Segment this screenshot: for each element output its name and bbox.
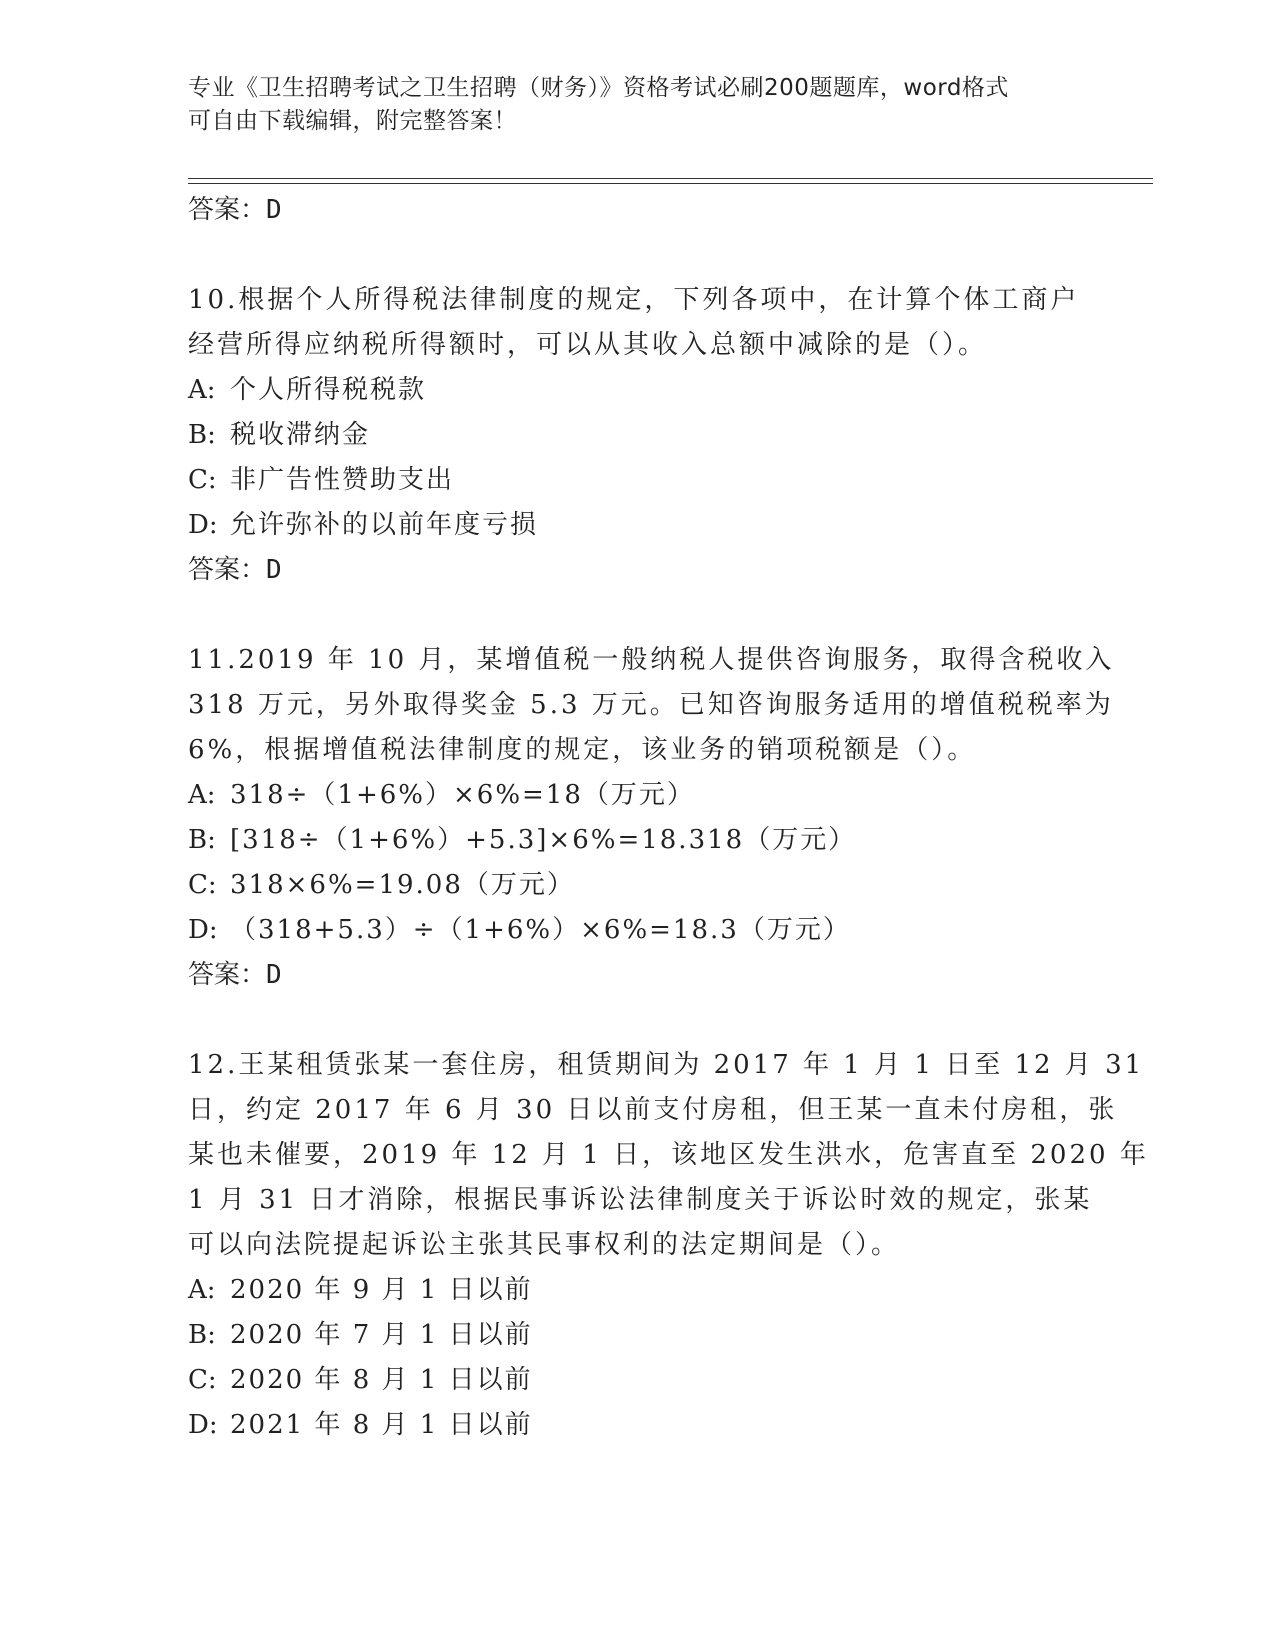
- option-text: [318÷（1+6%）+5.3]×6%=18.318（万元）: [230, 825, 857, 855]
- option-letter: C:: [188, 1365, 217, 1395]
- option-a: [188, 773, 1088, 818]
- question-11: [188, 638, 1115, 998]
- question-10: [188, 278, 1088, 593]
- option-a: [188, 1268, 1088, 1313]
- answer-label: 答案：: [188, 195, 267, 225]
- answer-line: [188, 188, 1088, 233]
- option-text: 318×6%=19.08（万元）: [230, 870, 575, 900]
- answer-label: 答案：: [188, 555, 267, 585]
- answer-value: D: [266, 960, 282, 990]
- option-text: 税收滞纳金: [230, 420, 371, 450]
- stem-line: 12.王某租赁张某一套住房，租赁期间为 2017 年 1 月 1 日至 12 月 31: [188, 1050, 1145, 1080]
- option-letter: A:: [188, 375, 216, 405]
- option-c: [188, 863, 1088, 908]
- question-gap: [188, 233, 1088, 278]
- stem-line: 1 月 31 日才消除，根据民事诉讼法律制度关于诉讼时效的规定，张某: [188, 1185, 1093, 1215]
- option-b: [188, 413, 1088, 458]
- header-divider-top: [188, 178, 1153, 179]
- stem-line: 可以向法院提起诉讼主张其民事权利的法定期间是（）。: [188, 1230, 901, 1260]
- stem-line: 日，约定 2017 年 6 月 30 日以前支付房租，但王某一直未付房租，张: [188, 1095, 1118, 1125]
- question-stem: [188, 278, 1088, 368]
- option-text: 2020 年 8 月 1 日以前: [230, 1365, 533, 1395]
- option-letter: C:: [188, 870, 217, 900]
- answer-line: [188, 548, 1088, 593]
- stem-line: 经营所得应纳税所得额时，可以从其收入总额中减除的是（）。: [188, 330, 988, 360]
- option-letter: B:: [188, 1320, 216, 1350]
- option-text: 2020 年 7 月 1 日以前: [230, 1320, 533, 1350]
- option-letter: A:: [188, 780, 216, 810]
- answer-label: 答案：: [188, 960, 267, 990]
- option-letter: A:: [188, 1275, 216, 1305]
- answer-value: D: [266, 195, 282, 225]
- answer-value: D: [266, 555, 282, 585]
- question-stem: [188, 638, 1115, 773]
- header-divider-bottom: [188, 183, 1153, 184]
- answer-line: [188, 953, 1088, 998]
- stem-line: 11.2019 年 10 月，某增值税一般纳税人提供咨询服务，取得含税收入: [188, 645, 1115, 675]
- stem-line: 10.根据个人所得税法律制度的规定，下列各项中，在计算个体工商户: [188, 285, 1080, 315]
- header-line-2: 可自由下载编辑，附完整答案！: [188, 108, 517, 134]
- option-text: 318÷（1+6%）×6%=18（万元）: [230, 780, 695, 810]
- option-d: [188, 503, 1088, 548]
- question-gap: [188, 998, 1088, 1043]
- option-c: [188, 1358, 1088, 1403]
- option-letter: C:: [188, 465, 217, 495]
- option-a: [188, 368, 1088, 413]
- question-stem: [188, 1043, 1149, 1268]
- option-letter: D:: [188, 510, 218, 540]
- option-letter: B:: [188, 420, 216, 450]
- question-gap: [188, 593, 1088, 638]
- option-b: [188, 1313, 1088, 1358]
- option-d: [188, 908, 1088, 953]
- stem-line: 某也未催要，2019 年 12 月 1 日，该地区发生洪水，危害直至 2020 年: [188, 1140, 1149, 1170]
- option-d: [188, 1403, 1088, 1448]
- question-list: [188, 188, 1149, 1448]
- option-c: [188, 458, 1088, 503]
- option-text: 2021 年 8 月 1 日以前: [230, 1410, 533, 1440]
- question-12: [188, 1043, 1149, 1448]
- option-text: （318+5.3）÷（1+6%）×6%=18.3（万元）: [230, 915, 851, 945]
- option-text: 2020 年 9 月 1 日以前: [230, 1275, 533, 1305]
- option-b: [188, 818, 1088, 863]
- stem-line: 318 万元，另外取得奖金 5.3 万元。已知咨询服务适用的增值税税率为: [188, 690, 1114, 720]
- option-text: 允许弥补的以前年度亏损: [230, 510, 539, 540]
- stem-line: 6%，根据增值税法律制度的规定，该业务的销项税额是（）。: [188, 735, 977, 765]
- option-text: 个人所得税税款: [230, 375, 427, 405]
- option-letter: D:: [188, 915, 218, 945]
- document-header: [188, 72, 1088, 138]
- header-line-1: 专业《卫生招聘考试之卫生招聘（财务）》资格考试必刷200题题库，word格式: [188, 75, 1009, 101]
- option-letter: D:: [188, 1410, 218, 1440]
- option-text: 非广告性赞助支出: [230, 465, 455, 495]
- option-letter: B:: [188, 825, 216, 855]
